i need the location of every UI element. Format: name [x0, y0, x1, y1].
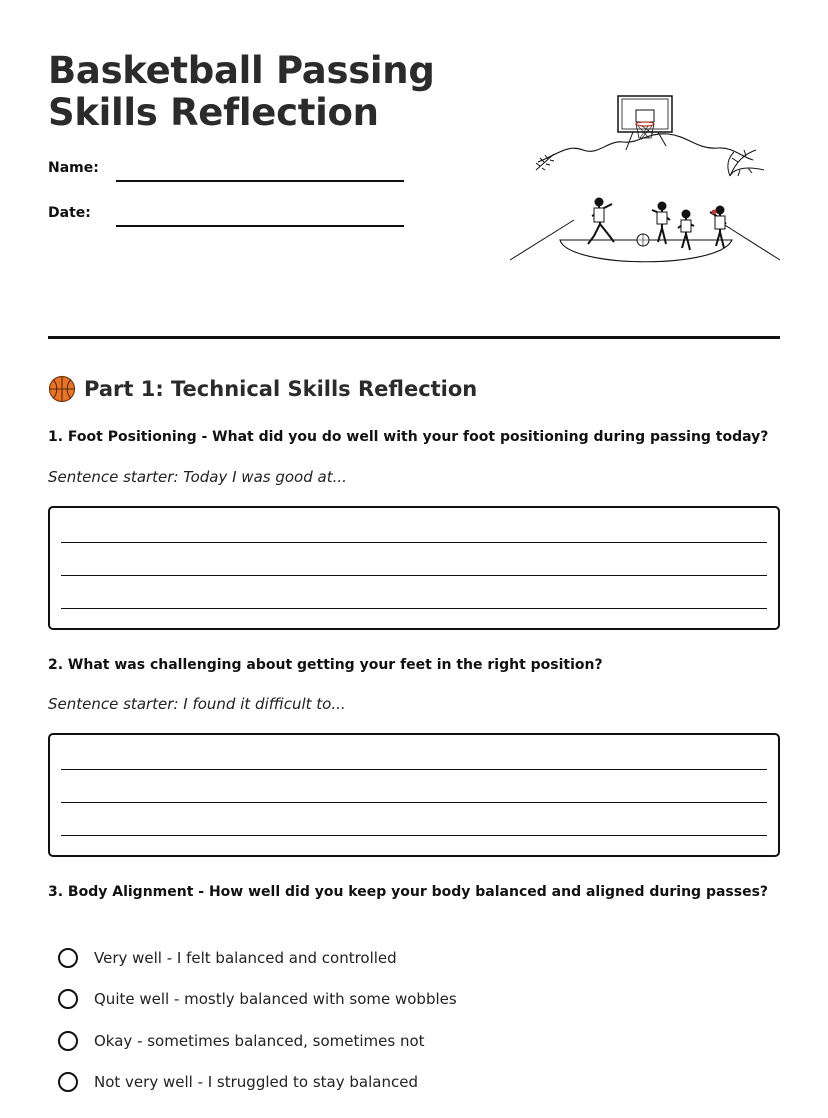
answer-line: [61, 575, 767, 576]
basketball-court-players-illustration: [508, 92, 784, 268]
question-1-text: 1. Foot Positioning - What did you do well with your foot positioning during passing today?: [48, 429, 769, 445]
part1-heading: [48, 374, 477, 404]
answer-line: [61, 802, 767, 803]
worksheet-title: Basketball Passing Skills Reflection: [48, 49, 435, 134]
question-2-text: 2. What was challenging about getting your feet in the right position?: [48, 657, 603, 673]
part1-heading-text: Part 1: Technical Skills Reflection: [84, 377, 478, 401]
name-label: Name:: [48, 160, 99, 176]
radio-button[interactable]: [58, 989, 78, 1009]
name-field[interactable]: [116, 180, 404, 182]
question-1-answer-box[interactable]: [48, 506, 780, 630]
option-very-well[interactable]: [58, 945, 397, 971]
radio-button[interactable]: [58, 948, 78, 968]
option-okay[interactable]: [58, 1028, 425, 1054]
answer-line: [61, 542, 767, 543]
answer-line: [61, 835, 767, 836]
option-label: Not very well - I struggled to stay balanced: [94, 1073, 418, 1091]
question-2-answer-box[interactable]: [48, 733, 780, 857]
answer-line: [61, 608, 767, 609]
option-label: Quite well - mostly balanced with some wobbles: [94, 990, 457, 1008]
radio-button[interactable]: [58, 1072, 78, 1092]
basketball-icon: [48, 375, 76, 403]
option-label: Very well - I felt balanced and controlled: [94, 949, 397, 967]
section-divider: [48, 336, 780, 339]
date-label: Date:: [48, 205, 91, 221]
option-not-very-well[interactable]: [58, 1069, 418, 1095]
answer-line: [61, 769, 767, 770]
question-3-text: 3. Body Alignment - How well did you keep your body balanced and aligned during passes?: [48, 884, 769, 900]
question-1-starter: Sentence starter: Today I was good at...: [48, 468, 347, 486]
option-label: Okay - sometimes balanced, sometimes not: [94, 1032, 425, 1050]
radio-button[interactable]: [58, 1031, 78, 1051]
date-field[interactable]: [116, 225, 404, 227]
question-2-starter: Sentence starter: I found it difficult to...: [48, 695, 346, 713]
option-quite-well[interactable]: [58, 986, 457, 1012]
